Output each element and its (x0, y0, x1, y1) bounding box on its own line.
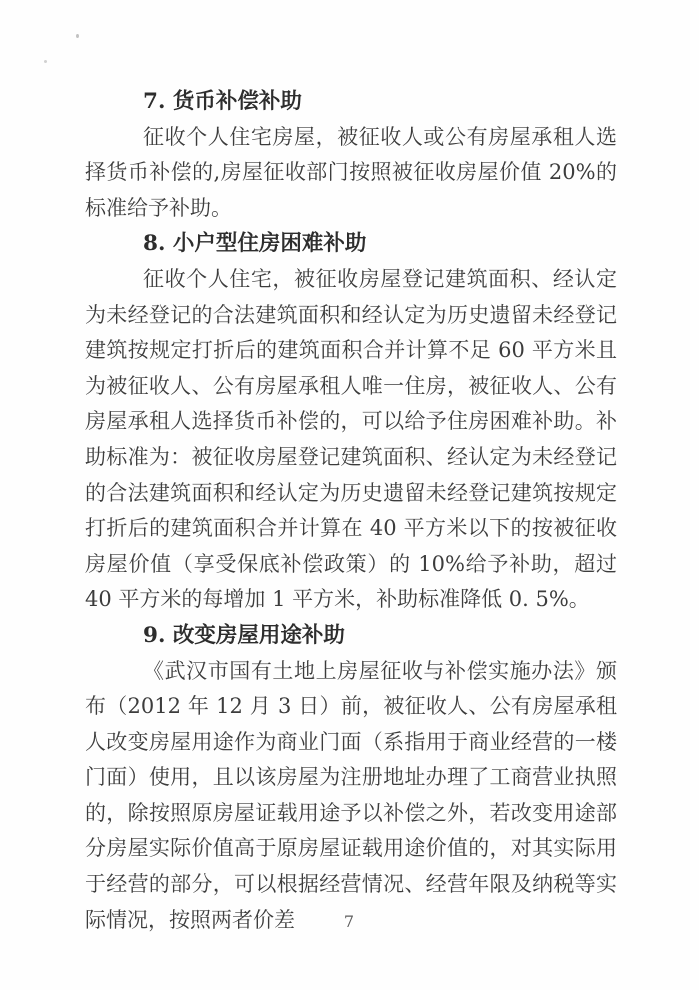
page-content (85, 84, 617, 938)
section-8-heading: 8. 小户型住房困难补助 (143, 231, 367, 257)
section-9-heading: 9. 改变房屋用途补助 (143, 622, 345, 648)
scan-speck-artifact (76, 34, 79, 38)
page-number: 7 (343, 912, 356, 931)
section-7-paragraph: 征收个人住宅房屋，被征收人或公有房屋承租人选择货币补偿的,房屋征收部门按照被征收房屋价值 20%的标准给予补助。 (85, 124, 617, 220)
scan-speck-artifact (44, 60, 47, 63)
section-9-paragraph: 《武汉市国有土地上房屋征收与补偿实施办法》颁布（2012 年 12 月 3 日）前，被征收人、公有房屋承租人改变房屋用途作为商业门面（系指用于商业经营的一楼门面）使用，且以该房屋为注册地址办理了工商营业执照的，除按照原房屋证载用途予以补偿之外，若改变用途部分房屋实际价值高于原房屋证载用途价值的，对其实际用于经营的部分，可以根据经营情况、经营年限及纳税等实际情况，按照两者价差 (85, 658, 617, 932)
section-8-paragraph: 征收个人住宅，被征收房屋登记建筑面积、经认定为未经登记的合法建筑面积和经认定为历史遗留未经登记建筑按规定打折后的建筑面积合并计算不足 60 平方米且为被征收人、公有房屋承租人唯一住房，被征收人、公有房屋承租人选择货币补偿的，可以给予住房困难补助。补助标准为：被征收房屋登记建筑面积、经认定为未经登记的合法建筑面积和经认定为历史遗留未经登记建筑按规定打折后的建筑面积合并计算在 40 平方米以下的按被征收房屋价值（享受保底补偿政策）的 10%给予补助，超过 40 平方米的每增加 1 平方米，补助标准降低 0. 5%。 (85, 266, 617, 612)
section-7-heading: 7. 货币补偿补助 (143, 89, 302, 114)
